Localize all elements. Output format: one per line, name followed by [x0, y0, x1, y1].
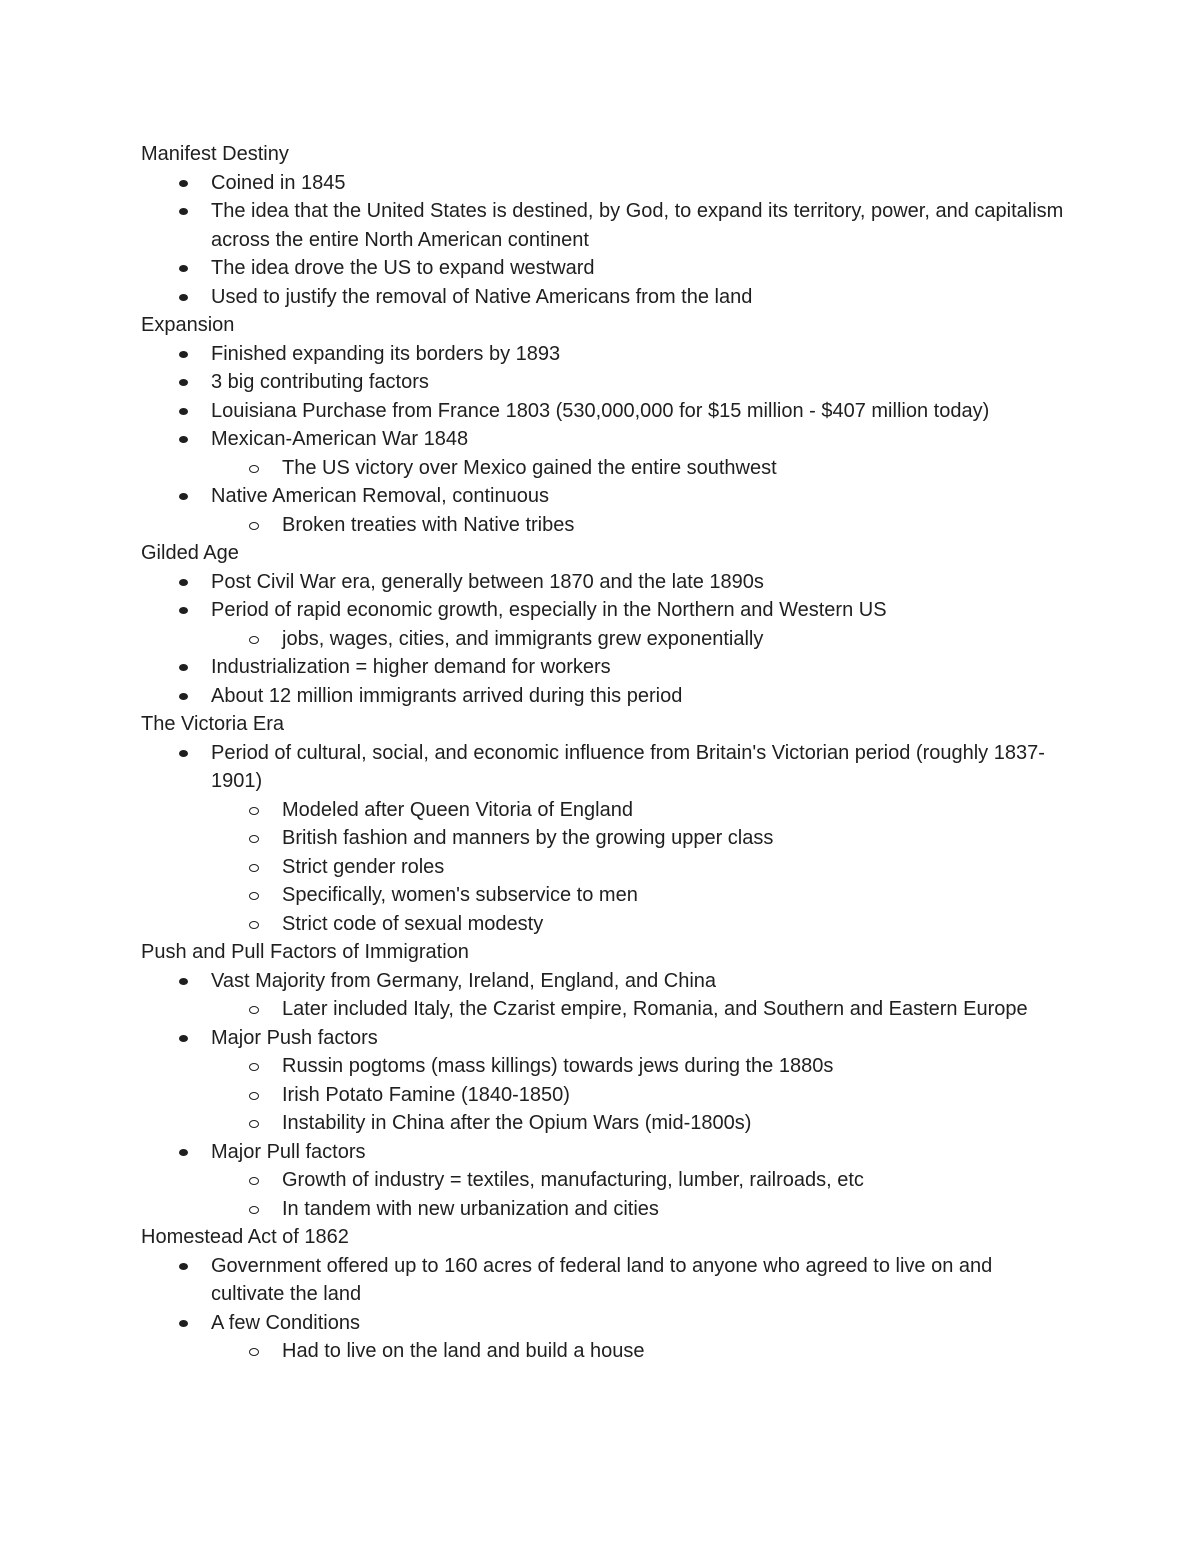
list-item-text: A few Conditions [211, 1311, 360, 1334]
sub-list-item-text: Later included Italy, the Czarist empire, Romania, and Southern and Eastern Europe [282, 998, 1028, 1020]
list-item [141, 1024, 1071, 1138]
sub-list-item-text: The US victory over Mexico gained the entire southwest [282, 456, 777, 479]
filled-bullet-icon [179, 408, 188, 415]
sub-list-item-text: In tandem with new urbanization and cities [282, 1197, 659, 1220]
filled-bullet-icon [179, 265, 188, 272]
list-item-text: Finished expanding its borders by 1893 [211, 342, 561, 365]
sub-bullet-list [211, 1052, 1071, 1138]
hollow-bullet-icon [249, 864, 259, 872]
list-item [141, 368, 1071, 397]
sub-bullet-list [211, 625, 1071, 654]
sub-list-item [211, 1109, 1071, 1138]
sub-bullet-list [211, 454, 1071, 483]
sub-list-item-text: Growth of industry = textiles, manufacturing, lumber, railroads, etc [282, 1169, 864, 1191]
sub-bullet-list [211, 796, 1071, 939]
list-item-text: Post Civil War era, generally between 1870 and the late 1890s [211, 570, 764, 593]
filled-bullet-icon [179, 579, 188, 586]
sub-list-item-text: Specifically, women's subservice to men [282, 884, 638, 906]
sub-bullet-list [211, 511, 1071, 540]
sub-list-item [211, 454, 1071, 483]
list-item-text: Industrialization = higher demand for workers [211, 656, 611, 678]
sub-list-item-text: Strict gender roles [282, 855, 445, 878]
hollow-bullet-icon [249, 921, 259, 929]
hollow-bullet-icon [249, 807, 259, 815]
filled-bullet-icon [179, 978, 188, 985]
hollow-bullet-icon [249, 835, 259, 843]
list-item-text: Major Pull factors [211, 1140, 366, 1163]
list-item-text: Louisiana Purchase from France 1803 (530,000,000 for $15 million - $407 million today) [211, 399, 990, 422]
filled-bullet-icon [179, 493, 188, 500]
sub-list-item [211, 910, 1071, 939]
filled-bullet-icon [179, 208, 188, 215]
sub-list-item [211, 1166, 1071, 1195]
list-item [141, 1252, 1071, 1309]
list-item [141, 425, 1071, 482]
section-heading: The Victoria Era [141, 713, 285, 735]
list-item [141, 169, 1071, 198]
bullet-list [141, 739, 1071, 939]
list-item [141, 197, 1071, 254]
hollow-bullet-icon [249, 522, 259, 530]
list-item [141, 653, 1071, 682]
filled-bullet-icon [179, 1263, 188, 1270]
filled-bullet-icon [179, 664, 188, 671]
filled-bullet-icon [179, 607, 188, 614]
filled-bullet-icon [179, 351, 188, 358]
hollow-bullet-icon [249, 1206, 259, 1214]
filled-bullet-icon [179, 750, 188, 757]
list-item-text: The idea drove the US to expand westward [211, 257, 595, 279]
list-item [141, 568, 1071, 597]
sub-list-item-text: Instability in China after the Opium Wars (mid-1800s) [282, 1112, 752, 1134]
list-item-text: Period of cultural, social, and economic influence from Britain's Victorian period (roughly 1837-1901) [211, 741, 1045, 792]
filled-bullet-icon [179, 693, 188, 700]
list-item [141, 596, 1071, 653]
list-item-text: Coined in 1845 [211, 171, 346, 194]
hollow-bullet-icon [249, 1006, 259, 1014]
hollow-bullet-icon [249, 1177, 259, 1185]
hollow-bullet-icon [249, 1063, 259, 1071]
list-item [141, 739, 1071, 939]
bullet-list [141, 568, 1071, 711]
bullet-list [141, 340, 1071, 540]
sub-bullet-list [211, 1337, 1071, 1366]
sub-list-item [211, 1081, 1071, 1110]
list-item [141, 1138, 1071, 1224]
sub-list-item-text: Irish Potato Famine (1840-1850) [282, 1083, 570, 1106]
sub-list-item [211, 511, 1071, 540]
filled-bullet-icon [179, 1035, 188, 1042]
filled-bullet-icon [179, 294, 188, 301]
list-item-text: Vast Majority from Germany, Ireland, England, and China [211, 969, 717, 992]
bullet-list [141, 1252, 1071, 1366]
hollow-bullet-icon [249, 1348, 259, 1356]
section-heading: Expansion [141, 314, 235, 336]
sub-list-item [211, 853, 1071, 882]
section-heading: Push and Pull Factors of Immigration [141, 941, 469, 963]
bullet-list [141, 967, 1071, 1224]
sub-list-item-text: jobs, wages, cities, and immigrants grew exponentially [282, 627, 764, 650]
sub-bullet-list [211, 995, 1071, 1024]
filled-bullet-icon [179, 180, 188, 187]
section-heading: Manifest Destiny [141, 143, 289, 165]
sub-list-item-text: Modeled after Queen Vitoria of England [282, 798, 633, 821]
filled-bullet-icon [179, 1320, 188, 1327]
list-item-text: The idea that the United States is destined, by God, to expand its territory, power, and capitalism across the entire North American continent [211, 200, 1064, 251]
list-item [141, 1309, 1071, 1366]
bullet-list [141, 169, 1071, 312]
hollow-bullet-icon [249, 1092, 259, 1100]
section-heading: Gilded Age [141, 542, 239, 564]
list-item [141, 283, 1071, 312]
sub-list-item [211, 1337, 1071, 1366]
hollow-bullet-icon [249, 636, 259, 644]
list-item-text: Mexican-American War 1848 [211, 428, 469, 450]
filled-bullet-icon [179, 436, 188, 443]
list-item [141, 682, 1071, 711]
list-item [141, 482, 1071, 539]
filled-bullet-icon [179, 1149, 188, 1156]
list-item-text: 3 big contributing factors [211, 371, 429, 393]
list-item-text: Native American Removal, continuous [211, 485, 549, 507]
section-heading: Homestead Act of 1862 [141, 1226, 349, 1248]
sub-list-item [211, 1052, 1071, 1081]
sub-list-item-text: British fashion and manners by the growing upper class [282, 827, 774, 849]
hollow-bullet-icon [249, 465, 259, 473]
hollow-bullet-icon [249, 1120, 259, 1128]
document-page [141, 140, 1071, 1366]
list-item-text: Used to justify the removal of Native Americans from the land [211, 285, 753, 308]
list-item-text: Major Push factors [211, 1026, 378, 1049]
filled-bullet-icon [179, 379, 188, 386]
list-item-text: Period of rapid economic growth, especially in the Northern and Western US [211, 599, 887, 621]
sub-list-item-text: Russin pogtoms (mass killings) towards jews during the 1880s [282, 1055, 834, 1077]
sub-list-item-text: Strict code of sexual modesty [282, 912, 544, 935]
sub-list-item [211, 824, 1071, 853]
hollow-bullet-icon [249, 892, 259, 900]
sub-list-item [211, 796, 1071, 825]
sub-list-item-text: Had to live on the land and build a house [282, 1340, 645, 1362]
list-item [141, 967, 1071, 1024]
sub-list-item-text: Broken treaties with Native tribes [282, 513, 575, 536]
list-item [141, 397, 1071, 426]
list-item [141, 254, 1071, 283]
sub-list-item [211, 881, 1071, 910]
list-item-text: About 12 million immigrants arrived during this period [211, 684, 683, 707]
sub-bullet-list [211, 1166, 1071, 1223]
list-item-text: Government offered up to 160 acres of federal land to anyone who agreed to live on and cultivate the land [211, 1254, 993, 1305]
sub-list-item [211, 995, 1071, 1024]
sub-list-item [211, 625, 1071, 654]
list-item [141, 340, 1071, 369]
sub-list-item [211, 1195, 1071, 1224]
